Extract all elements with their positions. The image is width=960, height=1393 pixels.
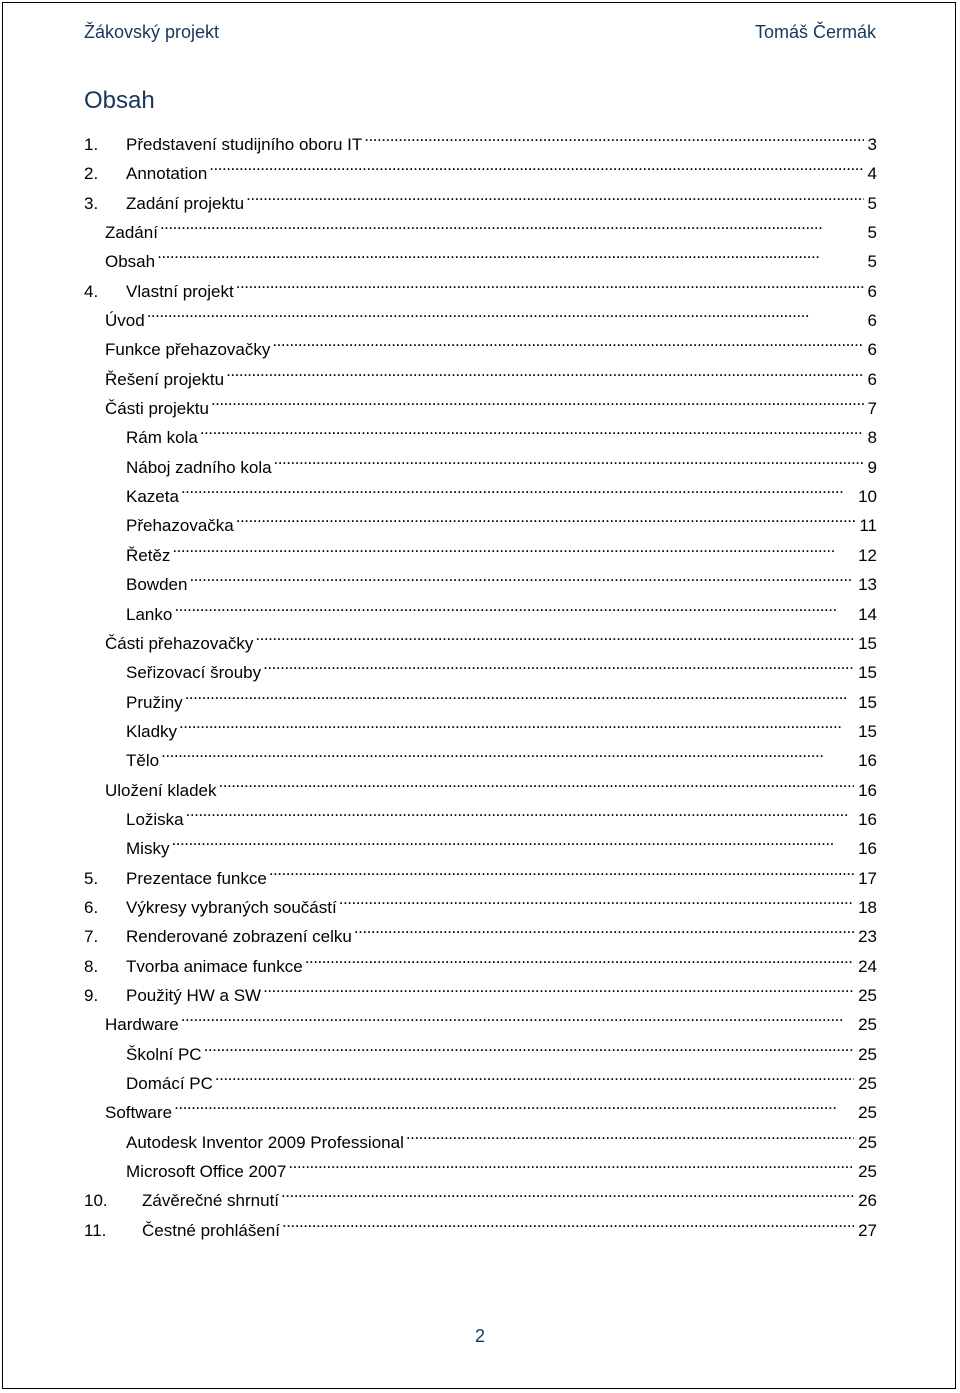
toc-entry-page: 24 [854, 952, 877, 981]
toc-entry-page: 13 [854, 570, 877, 599]
toc-entry-label: Tvorba animace funkce [126, 952, 305, 981]
toc-dot-leader [189, 561, 854, 590]
toc-entry-label: Lanko [126, 600, 174, 629]
toc-entry[interactable] [84, 855, 877, 888]
toc-entry-page: 15 [854, 658, 877, 687]
toc-entry-number: 6. [84, 897, 99, 917]
toc-entry-page: 25 [854, 1010, 877, 1039]
page-header [84, 22, 876, 48]
toc-dot-leader [305, 943, 854, 972]
toc-entry-page: 15 [854, 629, 877, 658]
toc-entry-page: 6 [864, 277, 877, 306]
toc-entry-label: Renderované zobrazení celku [126, 922, 354, 951]
toc-entry[interactable] [84, 913, 877, 947]
toc-entry[interactable] [84, 502, 877, 536]
toc-dot-leader [181, 473, 854, 502]
toc-entry[interactable] [84, 1207, 877, 1240]
toc-entry-label: Ložiska [126, 805, 186, 834]
toc-dot-leader [181, 1001, 854, 1030]
toc-entry-page: 27 [854, 1216, 877, 1245]
toc-dot-leader [171, 825, 854, 854]
toc-entry[interactable] [84, 767, 877, 800]
toc-dot-leader [185, 679, 854, 708]
toc-entry-number: 10. [84, 1191, 108, 1211]
toc-entry[interactable] [84, 326, 877, 360]
toc-entry-label: Annotation [126, 159, 209, 188]
toc-dot-leader [406, 1119, 854, 1148]
toc-entry-number: 1. [84, 135, 99, 154]
toc-entry-page: 16 [854, 746, 877, 775]
toc-entry-page: 17 [854, 864, 877, 893]
toc-dot-leader [219, 767, 855, 796]
toc-entry[interactable] [84, 356, 877, 389]
toc-entry-label: Bowden [126, 570, 189, 599]
toc-entry[interactable] [84, 1177, 877, 1211]
header-author: Tomáš Čermák [754, 22, 876, 42]
toc-entry[interactable] [84, 473, 877, 507]
toc-entry-label: Závěrečné shrnutí [142, 1186, 281, 1215]
toc-entry-label: Kladky [126, 717, 179, 746]
toc-entry[interactable] [84, 1001, 877, 1035]
toc-dot-leader [200, 414, 864, 443]
toc-entry-page: 16 [854, 805, 877, 834]
toc-entry-page: 25 [854, 1040, 877, 1069]
toc-entry[interactable] [84, 414, 877, 448]
toc-entry-label: Kazeta [126, 482, 181, 511]
toc-entry-number: 2. [84, 164, 99, 184]
toc-entry-page: 16 [854, 776, 877, 805]
toc-entry-number: 3. [84, 193, 99, 213]
toc-entry[interactable] [84, 737, 877, 771]
toc-entry-page: 25 [854, 981, 877, 1010]
toc-entry[interactable] [84, 884, 877, 917]
toc-entry-label: Domácí PC [126, 1069, 215, 1098]
toc-entry-label: Čestné prohlášení [142, 1216, 282, 1245]
toc-entry-label: Pružiny [126, 688, 185, 717]
toc-entry[interactable] [84, 385, 877, 419]
toc-dot-leader [211, 385, 864, 414]
toc-entry-label: Seřizovací šrouby [126, 658, 263, 687]
toc-dot-leader [174, 1089, 854, 1118]
toc-entry-number: 4. [84, 281, 99, 301]
toc-entry-page: 6 [864, 306, 877, 335]
toc-entry-label: Uložení kladek [105, 776, 219, 805]
toc-dot-leader [255, 620, 854, 649]
toc-dot-leader [179, 708, 854, 737]
toc-entry[interactable] [84, 297, 877, 331]
toc-dot-leader [263, 972, 854, 1001]
toc-entry-page: 6 [864, 365, 877, 394]
toc-entry-label: Výkresy vybraných součástí [126, 893, 339, 922]
toc-entry-label: Funkce přehazovačky [105, 335, 272, 364]
toc-entry-number: 8. [84, 956, 99, 976]
toc-entry[interactable] [84, 649, 877, 683]
toc-dot-leader [274, 444, 864, 473]
toc-heading: Obsah [84, 87, 155, 114]
toc-entry[interactable] [84, 943, 877, 976]
page-number: 2 [474, 1326, 485, 1346]
toc-entry-page: 18 [854, 893, 877, 922]
toc-dot-leader [174, 591, 854, 620]
toc-entry-page: 26 [854, 1186, 877, 1215]
toc-dot-leader [281, 1177, 854, 1206]
toc-entry-label: Autodesk Inventor 2009 Professional [126, 1128, 406, 1157]
toc-dot-leader [147, 297, 864, 326]
toc-dot-leader [226, 356, 863, 385]
toc-entry-number: 11. [84, 1220, 107, 1240]
toc-entry-label: Části projektu [105, 394, 211, 423]
toc-entry[interactable] [84, 620, 877, 653]
toc-entry-label: Vlastní projekt [126, 277, 236, 306]
toc-entry-label: Přehazovačka [126, 511, 236, 540]
toc-entry-page: 5 [864, 247, 877, 276]
toc-entry[interactable] [84, 972, 877, 1005]
toc-entry[interactable] [84, 150, 877, 184]
toc-dot-leader [246, 180, 863, 209]
toc-entry-page: 4 [864, 159, 877, 188]
toc-entry-page: 9 [864, 453, 877, 482]
toc-entry-number: 5. [84, 868, 99, 888]
toc-entry-page: 5 [864, 189, 877, 218]
toc-entry-label: Úvod [105, 306, 147, 335]
toc-entry-label: Misky [126, 834, 171, 863]
toc-entry-label: Hardware [105, 1010, 181, 1039]
toc-entry-page: 6 [864, 335, 877, 364]
toc-dot-leader [272, 326, 863, 355]
toc-entry-label: Představení studijního oboru IT [126, 130, 364, 159]
toc-entry-page: 8 [864, 423, 877, 452]
toc-entry-label: Tělo [126, 746, 161, 775]
header-project-title: Žákovský projekt [84, 22, 220, 42]
toc-entry-label: Řetěz [126, 541, 172, 570]
toc-entry-label: Školní PC [126, 1040, 204, 1069]
toc-entry[interactable] [84, 1089, 877, 1123]
toc-entry[interactable] [84, 1060, 877, 1093]
toc-entry-label: Náboj zadního kola [126, 453, 274, 482]
toc-entry[interactable] [84, 796, 877, 829]
toc-entry-label: Části přehazovačky [105, 629, 255, 658]
toc-entry-page: 7 [864, 394, 877, 423]
toc-entry-label: Použitý HW a SW [126, 981, 263, 1010]
toc-dot-leader [160, 209, 864, 238]
toc-entry-number: 9. [84, 985, 99, 1005]
toc-dot-leader [339, 884, 854, 913]
toc-entry-page: 10 [854, 482, 877, 511]
toc-entry-label: Rám kola [126, 423, 200, 452]
toc-entry[interactable] [84, 444, 877, 477]
toc-dot-leader [157, 238, 863, 267]
toc-entry[interactable] [84, 561, 877, 595]
toc-entry-page: 3 [864, 130, 877, 159]
toc-entry-label: Zadání [105, 218, 160, 247]
toc-dot-leader [204, 1031, 854, 1060]
toc-dot-leader [186, 796, 854, 825]
toc-dot-leader [354, 913, 854, 942]
toc-entry-page: 25 [854, 1098, 877, 1127]
toc-entry[interactable] [84, 180, 877, 213]
toc-entry[interactable] [84, 679, 877, 712]
toc-entry[interactable] [84, 238, 877, 272]
toc-entry-page: 25 [854, 1069, 877, 1098]
toc-entry[interactable] [84, 121, 877, 154]
toc-entry-label: Obsah [105, 247, 157, 276]
toc-entry[interactable] [84, 1148, 877, 1182]
toc-dot-leader [236, 502, 856, 531]
toc-entry-page: 16 [854, 834, 877, 863]
toc-entry-label: Microsoft Office 2007 [126, 1157, 288, 1186]
toc-entry-page: 25 [854, 1157, 877, 1186]
toc-entry-page: 11 [855, 511, 877, 540]
toc-entry-page: 15 [854, 717, 877, 746]
toc-entry-label: Řešení projektu [105, 365, 226, 394]
toc-entry-label: Prezentace funkce [126, 864, 269, 893]
table-of-contents [84, 121, 877, 1240]
toc-entry-label: Zadání projektu [126, 189, 246, 218]
toc-entry-page: 25 [854, 1128, 877, 1157]
toc-entry-page: 14 [854, 600, 877, 629]
toc-entry[interactable] [84, 708, 877, 741]
toc-dot-leader [161, 737, 854, 766]
toc-dot-leader [215, 1060, 854, 1089]
toc-entry-page: 15 [854, 688, 877, 717]
toc-entry-page: 23 [854, 922, 877, 951]
toc-dot-leader [209, 150, 863, 179]
toc-dot-leader [288, 1148, 854, 1177]
toc-entry[interactable] [84, 209, 877, 243]
toc-entry[interactable] [84, 268, 877, 301]
toc-entry-page: 5 [864, 218, 877, 247]
toc-entry-page: 12 [854, 541, 877, 570]
toc-dot-leader [282, 1207, 854, 1236]
toc-entry[interactable] [84, 591, 877, 624]
toc-dot-leader [263, 649, 854, 678]
toc-dot-leader [364, 121, 863, 150]
toc-dot-leader [269, 855, 854, 884]
toc-entry[interactable] [84, 532, 877, 565]
toc-dot-leader [172, 532, 854, 561]
toc-entry-number: 7. [84, 927, 99, 947]
toc-entry[interactable] [84, 1119, 877, 1152]
toc-entry-label: Software [105, 1098, 174, 1127]
toc-entry[interactable] [84, 1031, 877, 1064]
toc-entry[interactable] [84, 825, 877, 859]
toc-dot-leader [236, 268, 864, 297]
